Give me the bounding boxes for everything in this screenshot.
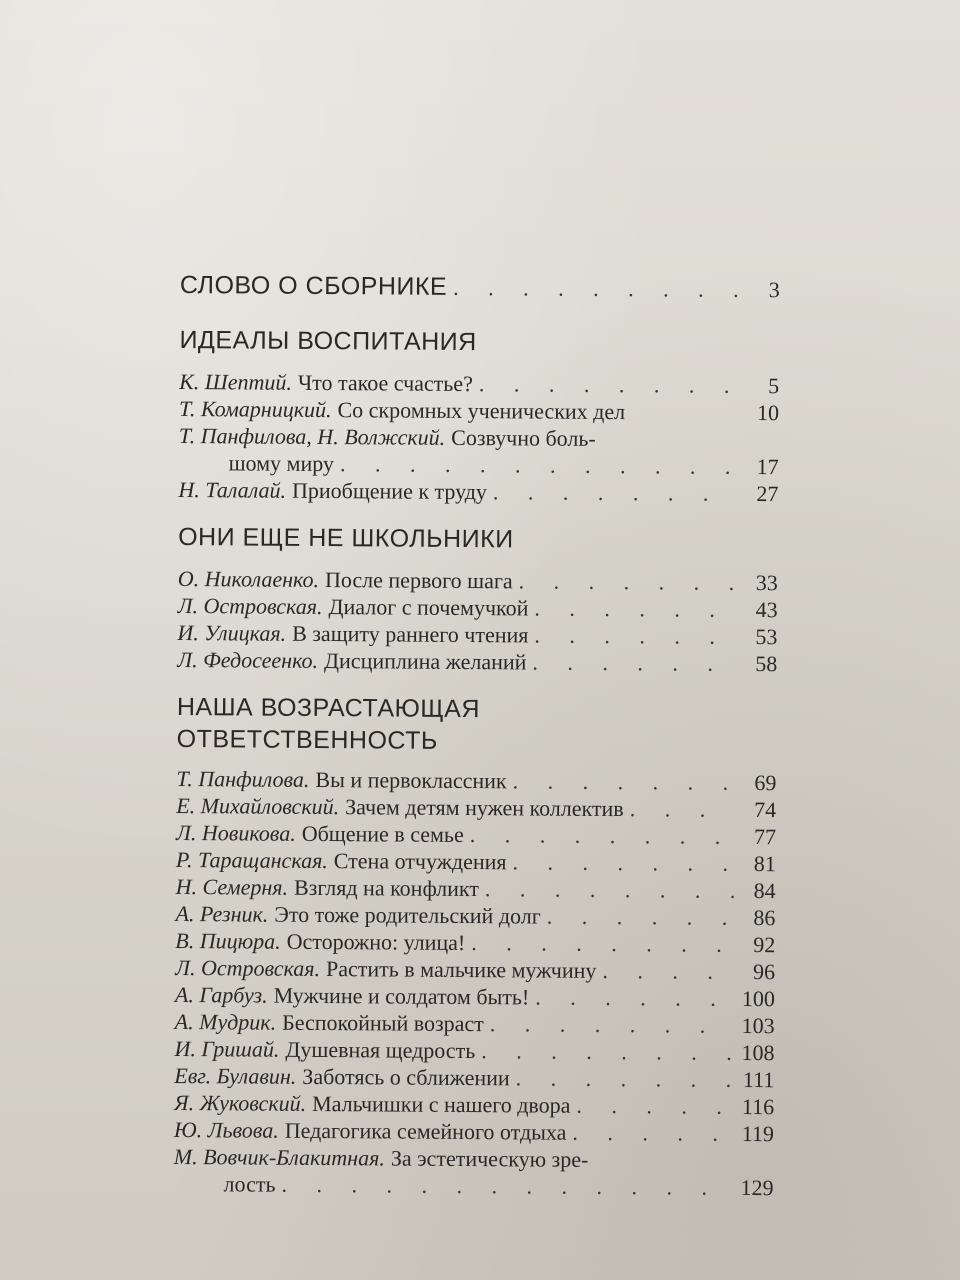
toc-entry <box>174 1143 774 1174</box>
leader-dots <box>576 1092 732 1120</box>
entry-author: Л. Федосеенко. <box>177 646 319 673</box>
leader-dots <box>479 370 737 399</box>
entry-author: А. Резник. <box>175 900 269 927</box>
leader-dots <box>602 957 733 985</box>
leader-dots <box>490 1010 733 1039</box>
entry-title: В защиту раннего чтения <box>292 620 529 648</box>
section-title-continued: ОТВЕТСТВЕННОСТЬ <box>176 724 438 755</box>
toc-entry <box>174 1035 774 1066</box>
page-number: 108 <box>741 1039 775 1066</box>
entry-author: Т. Панфилова, Н. Волжский. <box>178 422 446 450</box>
page-number: 17 <box>756 454 779 480</box>
entry-title: Приобщение к труду <box>291 477 488 505</box>
entry-title: Душевная щедрость <box>285 1036 476 1064</box>
entry-author: В. Пицюра. <box>175 927 281 954</box>
leader-dots <box>453 270 738 308</box>
toc-entry <box>174 1116 774 1147</box>
toc-entry <box>176 873 776 904</box>
entry-title-continued: лость <box>223 1171 276 1197</box>
page-number: 53 <box>755 624 778 650</box>
page-number: 77 <box>753 824 777 850</box>
entry-author: И. Улицкая. <box>177 619 287 646</box>
entry-author: Т. Панфилова. <box>176 765 310 792</box>
page-number: 5 <box>768 373 780 399</box>
toc-entry <box>178 592 778 623</box>
entry-title-continued: шому миру <box>228 450 335 477</box>
leader-dots <box>493 478 737 507</box>
toc-entry <box>177 646 777 677</box>
leader-dots <box>512 848 733 877</box>
entry-title: Зачем детям нужен коллектив <box>345 794 624 822</box>
toc-entry <box>174 1062 774 1093</box>
toc-entry <box>175 1008 775 1039</box>
entry-title: Мальчишки с нашего двора <box>312 1090 571 1118</box>
entry-title: Созвучно боль- <box>451 424 596 451</box>
entry-title: Растить в мальчике мужчину <box>325 956 597 983</box>
toc-entry-continuation <box>174 1170 774 1201</box>
toc-entry <box>179 422 779 453</box>
leader-dots <box>471 929 733 958</box>
section-preschoolers <box>177 521 778 677</box>
toc-entry <box>175 927 775 958</box>
leader-dots <box>340 450 737 480</box>
section-entries <box>174 765 777 1201</box>
leader-dots <box>519 567 736 596</box>
leader-dots <box>532 648 735 676</box>
entry-author: Е. Михайловский. <box>176 792 340 820</box>
entry-author: И. Гришай. <box>174 1035 280 1062</box>
toc-entry-continuation <box>179 449 779 480</box>
section-title: ИДЕАЛЫ ВОСПИТАНИЯ <box>179 325 477 357</box>
page-number: 74 <box>754 797 777 823</box>
leader-dots <box>534 594 735 622</box>
entry-author: Ю. Львова. <box>173 1116 279 1143</box>
page-number: 58 <box>755 651 778 677</box>
entry-author: Л. Новикова. <box>175 819 296 846</box>
entry-title: Беспокойный возраст <box>282 1009 484 1037</box>
page-number: 27 <box>756 481 779 507</box>
entry-title: За эстетическую зре- <box>390 1145 589 1172</box>
entry-title: Со скромных ученических дел <box>337 397 626 425</box>
section-responsibility <box>174 691 778 1201</box>
page-number: 84 <box>753 878 776 904</box>
leader-dots <box>516 1064 733 1093</box>
leader-dots <box>534 621 735 649</box>
entry-author: Евг. Булавин. <box>174 1062 297 1089</box>
page-number: 10 <box>756 400 780 426</box>
toc-entry <box>176 846 776 877</box>
toc-entry <box>178 565 778 596</box>
section-title: ОНИ ЕЩЕ НЕ ШКОЛЬНИКИ <box>178 522 514 554</box>
entry-title: Дисциплина желаний <box>323 648 527 675</box>
entry-author: Т. Комарницкий. <box>178 395 332 423</box>
toc-entry <box>176 765 776 796</box>
page-number: 33 <box>755 570 778 596</box>
entry-author: Р. Таращанская. <box>175 846 328 874</box>
toc-entry <box>176 819 776 850</box>
toc-entry <box>176 792 776 823</box>
entry-title: Вы и первоклассник <box>315 766 507 794</box>
page-number: 43 <box>755 597 778 623</box>
page-number: 92 <box>753 932 776 958</box>
entry-title: Общение в семье <box>301 820 464 847</box>
leader-dots <box>470 821 734 850</box>
page-number: 3 <box>768 277 780 303</box>
leader-dots <box>513 767 735 796</box>
entry-author: А. Гарбуз. <box>174 981 268 1008</box>
entry-title: Заботясь о сближении <box>302 1063 510 1091</box>
leader-dots <box>281 1171 731 1201</box>
entry-author: К. Шептий. <box>179 368 293 395</box>
leader-dots <box>630 795 735 823</box>
preface-title: СЛОВО О СБОРНИКЕ <box>179 270 448 301</box>
leader-dots <box>535 983 733 1011</box>
toc-entry-preface <box>180 268 780 308</box>
toc-entry <box>175 981 775 1012</box>
toc-entry <box>179 395 779 426</box>
entry-title: Диалог с почемучкой <box>328 594 529 621</box>
toc-entry <box>175 954 775 985</box>
entry-title: Осторожно: улица! <box>286 928 466 956</box>
page-number: 129 <box>740 1174 774 1201</box>
section-title: НАША ВОЗРАСТАЮЩАЯ <box>176 692 481 724</box>
entry-author: Л. Островская. <box>175 954 321 981</box>
table-of-contents <box>174 268 780 1201</box>
entry-author: Н. Талалай. <box>178 476 287 503</box>
toc-entry <box>175 900 775 931</box>
entry-author: О. Николаенко. <box>177 565 320 592</box>
leader-dots <box>481 1037 732 1066</box>
page-number: 81 <box>753 851 776 877</box>
entry-author: Н. Семерня. <box>175 873 289 900</box>
page-number: 100 <box>741 985 776 1012</box>
page-number: 119 <box>741 1120 775 1147</box>
page-number: 116 <box>741 1093 775 1120</box>
leader-dots <box>572 1119 732 1147</box>
leader-dots <box>547 903 734 931</box>
entry-title: Взгляд на конфликт <box>293 874 480 902</box>
entry-title: Что такое счастье? <box>297 369 473 397</box>
page-number: 86 <box>753 905 776 931</box>
entry-title: После первого шага <box>324 567 513 594</box>
page-number: 103 <box>741 1012 775 1039</box>
entry-title: Это тоже родительский долг <box>274 901 541 929</box>
entry-author: Л. Островская. <box>177 592 323 620</box>
toc-entry <box>177 619 777 650</box>
section-ideals <box>178 324 779 507</box>
entry-author: Я. Жуковский. <box>174 1089 307 1116</box>
entry-author: А. Мудрик. <box>174 1008 277 1035</box>
toc-entry <box>174 1089 774 1120</box>
leader-dots <box>485 875 734 904</box>
toc-entry <box>178 476 778 507</box>
entry-title: Педагогика семейного отдыха <box>284 1117 567 1145</box>
toc-entry <box>179 368 779 399</box>
page-number: 111 <box>742 1066 775 1093</box>
entry-title: Мужчине и солдатом быть! <box>273 982 530 1010</box>
page-number: 69 <box>754 770 777 796</box>
entry-title: Стена отчуждения <box>333 848 507 875</box>
entry-author: М. Вовчик-Блакитная. <box>173 1143 385 1171</box>
page-number: 96 <box>753 959 776 985</box>
